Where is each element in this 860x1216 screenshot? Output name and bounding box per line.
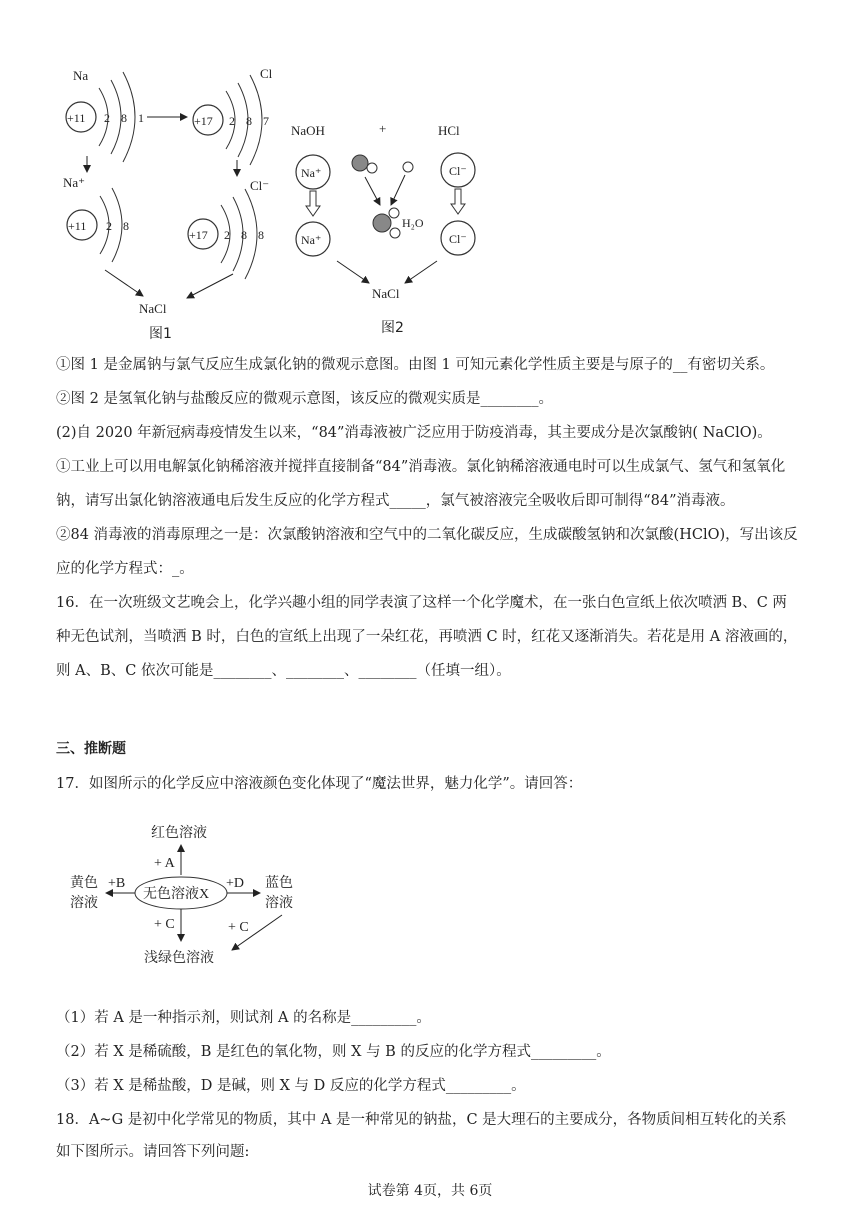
q15-line-4: ①工业上可以用电解氯化钠稀溶液并搅拌直接制备“84”消毒液。氯化钠稀溶液通电时可以生成氯气、氢气和氢氧化: [56, 459, 786, 475]
q15-line-6: ②84 消毒液的消毒原理之一是：次氯酸钠溶液和空气中的二氧化碳反应，生成碳酸氢钠和次氯酸(HClO)，写出该反: [56, 527, 798, 543]
plus-c-label-2: + C: [228, 920, 249, 935]
naoh-label: NaOH: [291, 123, 325, 138]
page-footer: 试卷第 4页，共 6页: [367, 1183, 493, 1199]
plus-c-label-1: + C: [154, 917, 175, 932]
q18-line-1: 18．A~G 是初中化学常见的物质，其中 A 是一种常见的钠盐，C 是大理石的主要成分，各物质间相互转化的关系: [56, 1112, 787, 1128]
figure-2-neutralization-diagram: [285, 115, 500, 340]
q17-color-diagram: [60, 815, 320, 975]
na-ion-top: Na⁺: [301, 166, 322, 180]
nacl-label-1: NaCl: [139, 301, 167, 316]
plus-b-label: +B: [108, 876, 126, 891]
na-ion-shells: 2 8: [106, 219, 133, 233]
cl-label: Cl: [260, 66, 273, 81]
cl-ion-top: Cl⁻: [449, 164, 467, 178]
na-label: Na: [73, 68, 89, 83]
q15-line-1: ①图 1 是金属钠与氯气反应生成氯化钠的微观示意图。由图 1 可知元素化学性质主要是与原子的__有密切关系。: [56, 357, 775, 373]
q15-line-5: 钠，请写出氯化钠溶液通电后发生反应的化学方程式_____，氯气被溶液完全吸收后即可制得“84”消毒液。: [56, 493, 735, 509]
section-heading: 三、推断题: [56, 741, 126, 757]
blue-solution-line-2: 溶液: [265, 896, 293, 911]
q16-line-2: 种无色试剂，当喷洒 B 时，白色的宣纸上出现了一朵红花，再喷洒 C 时，红花又逐渐消失。若花是用 A 溶液画的，: [56, 629, 798, 645]
na-ion-nucleus: +11: [68, 219, 87, 233]
yellow-solution-line-2: 溶液: [70, 896, 98, 911]
light-green-solution-label: 浅绿色溶液: [144, 951, 214, 966]
figure-2-caption: 图2: [381, 320, 404, 336]
q18-line-2: 如下图所示。请回答下列问题:: [56, 1144, 250, 1160]
na-shells: 2 8 1: [104, 111, 148, 125]
plus-a-label: + A: [154, 856, 175, 871]
hcl-label: HCl: [438, 123, 460, 138]
q16-line-3: 则 A、B、C 依次可能是________、________、________（任填一组）。: [56, 663, 511, 679]
cl-ion-bottom: Cl⁻: [449, 232, 467, 246]
cl-ion-shells: 2 8 8: [224, 228, 268, 242]
q15-line-3: (2)自 2020 年新冠病毒疫情发生以来，“84”消毒液被广泛应用于防疫消毒，其主要成分是次氯酸钠( NaClO)。: [56, 425, 772, 441]
cl-nucleus: +17: [194, 114, 213, 128]
colorless-solution-x: 无色溶液X: [143, 887, 210, 902]
na-nucleus: +11: [67, 111, 86, 125]
q17-sub-1: （1）若 A 是一种指示剂，则试剂 A 的名称是_________。: [56, 1010, 431, 1026]
cl-ion-label: Cl⁻: [250, 178, 270, 193]
q17-line: 17．如图所示的化学反应中溶液颜色变化体现了“魔法世界，魅力化学”。请回答：: [56, 776, 583, 792]
cl-ion-nucleus: +17: [189, 228, 208, 242]
nacl-label-2: NaCl: [372, 286, 400, 301]
figure-1-caption: 图1: [149, 326, 172, 342]
q17-sub-2: （2）若 X 是稀硫酸，B 是红色的氧化物，则 X 与 B 的反应的化学方程式_________。: [56, 1044, 611, 1060]
yellow-solution-line-1: 黄色: [70, 876, 98, 891]
na-ion-label: Na⁺: [63, 175, 86, 190]
q15-line-7: 应的化学方程式：_。: [56, 561, 194, 577]
plus-sign: +: [379, 121, 387, 136]
water-label: H₂O: [402, 216, 424, 230]
cl-shells: 2 8 7: [229, 114, 273, 128]
q15-line-2: ②图 2 是氢氧化钠与盐酸反应的微观示意图，该反应的微观实质是________。: [56, 391, 553, 407]
blue-solution-line-1: 蓝色: [265, 876, 293, 891]
figure-1-atom-diagram: [55, 60, 290, 345]
plus-d-label: +D: [226, 876, 245, 891]
q16-line-1: 16．在一次班级文艺晚会上，化学兴趣小组的同学表演了这样一个化学魔术，在一张白色宣纸上依次喷洒 B、C 两: [56, 595, 787, 611]
q17-sub-3: （3）若 X 是稀盐酸，D 是碱，则 X 与 D 反应的化学方程式_________。: [56, 1078, 526, 1094]
na-ion-bottom: Na⁺: [301, 233, 322, 247]
red-solution-label: 红色溶液: [151, 826, 207, 841]
